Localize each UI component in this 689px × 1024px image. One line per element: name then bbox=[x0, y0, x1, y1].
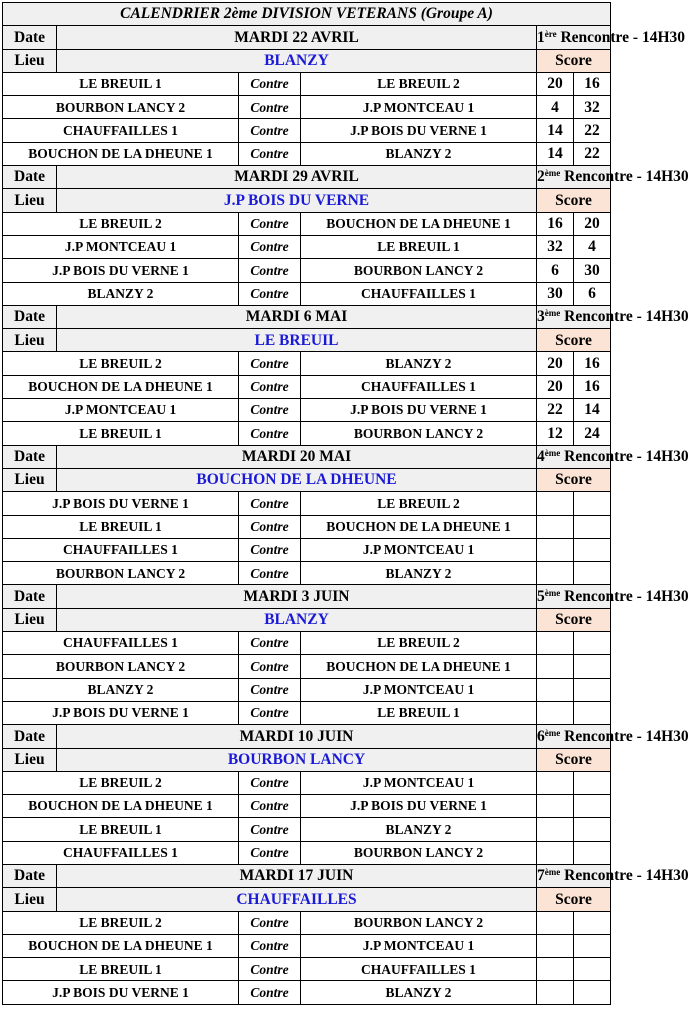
date-label: Date bbox=[3, 585, 57, 608]
date-label: Date bbox=[3, 26, 57, 49]
match-row bbox=[3, 282, 611, 305]
score-away bbox=[574, 771, 611, 794]
contre-label: Contre bbox=[239, 142, 301, 165]
score-home bbox=[537, 538, 574, 561]
round-ordinal-number: 5 bbox=[537, 587, 545, 605]
contre-label: Contre bbox=[239, 375, 301, 398]
round-venue: BOUCHON DE LA DHEUNE bbox=[57, 468, 537, 491]
round-venue-row bbox=[3, 748, 611, 771]
contre-label: Contre bbox=[239, 399, 301, 422]
away-team: BLANZY 2 bbox=[301, 981, 537, 1004]
score-home: 16 bbox=[537, 212, 574, 235]
lieu-label: Lieu bbox=[3, 468, 57, 491]
round-venue-row bbox=[3, 49, 611, 72]
contre-label: Contre bbox=[239, 235, 301, 258]
round-ordinal-number: 6 bbox=[537, 727, 545, 745]
lieu-label: Lieu bbox=[3, 888, 57, 911]
score-away bbox=[574, 538, 611, 561]
away-team: BLANZY 2 bbox=[301, 352, 537, 375]
lieu-label: Lieu bbox=[3, 748, 57, 771]
score-home: 12 bbox=[537, 422, 574, 445]
score-header: Score bbox=[537, 608, 611, 631]
score-home bbox=[537, 492, 574, 515]
contre-label: Contre bbox=[239, 818, 301, 841]
away-team: J.P MONTCEAU 1 bbox=[301, 538, 537, 561]
score-away bbox=[574, 981, 611, 1004]
away-team: LE BREUIL 1 bbox=[301, 701, 537, 724]
away-team: CHAUFFAILLES 1 bbox=[301, 375, 537, 398]
match-row bbox=[3, 119, 611, 142]
score-home bbox=[537, 515, 574, 538]
home-team: CHAUFFAILLES 1 bbox=[3, 538, 239, 561]
home-team: BLANZY 2 bbox=[3, 282, 239, 305]
home-team: LE BREUIL 2 bbox=[3, 212, 239, 235]
home-team: BOURBON LANCY 2 bbox=[3, 96, 239, 119]
score-away bbox=[574, 911, 611, 934]
round-venue: CHAUFFAILLES bbox=[57, 888, 537, 911]
score-away bbox=[574, 678, 611, 701]
away-team: BLANZY 2 bbox=[301, 818, 537, 841]
away-team: BLANZY 2 bbox=[301, 562, 537, 585]
score-away: 16 bbox=[574, 352, 611, 375]
date-label: Date bbox=[3, 166, 57, 189]
home-team: BOUCHON DE LA DHEUNE 1 bbox=[3, 375, 239, 398]
round-rencontre-label: Rencontre - 14H30 bbox=[560, 448, 689, 466]
round-ordinal-suffix: ème bbox=[544, 867, 561, 878]
score-away bbox=[574, 632, 611, 655]
score-away: 14 bbox=[574, 399, 611, 422]
match-row bbox=[3, 771, 611, 794]
score-away bbox=[574, 818, 611, 841]
score-home bbox=[537, 981, 574, 1004]
home-team: LE BREUIL 2 bbox=[3, 911, 239, 934]
away-team: BLANZY 2 bbox=[301, 142, 537, 165]
round-ordinal-number: 4 bbox=[537, 448, 545, 466]
round-number bbox=[537, 26, 686, 49]
date-label: Date bbox=[3, 864, 57, 887]
contre-label: Contre bbox=[239, 282, 301, 305]
round-ordinal-suffix: ème bbox=[544, 448, 561, 459]
match-row bbox=[3, 562, 611, 585]
calendar-body bbox=[3, 3, 689, 1005]
round-number bbox=[537, 445, 689, 468]
home-team: LE BREUIL 1 bbox=[3, 72, 239, 95]
away-team: CHAUFFAILLES 1 bbox=[301, 282, 537, 305]
match-row bbox=[3, 701, 611, 724]
away-team: BOURBON LANCY 2 bbox=[301, 259, 537, 282]
score-header: Score bbox=[537, 888, 611, 911]
round-venue-row bbox=[3, 608, 611, 631]
round-venue-row bbox=[3, 468, 611, 491]
contre-label: Contre bbox=[239, 795, 301, 818]
round-date-row bbox=[3, 305, 611, 328]
match-row bbox=[3, 212, 611, 235]
score-away: 6 bbox=[574, 282, 611, 305]
score-home bbox=[537, 632, 574, 655]
date-label: Date bbox=[3, 725, 57, 748]
round-date-row bbox=[3, 445, 611, 468]
match-row bbox=[3, 72, 611, 95]
away-team: LE BREUIL 1 bbox=[301, 235, 537, 258]
score-home bbox=[537, 678, 574, 701]
away-team: BOUCHON DE LA DHEUNE 1 bbox=[301, 515, 537, 538]
home-team: LE BREUIL 1 bbox=[3, 958, 239, 981]
score-away bbox=[574, 958, 611, 981]
score-home: 30 bbox=[537, 282, 574, 305]
round-ordinal-number: 3 bbox=[537, 308, 545, 326]
away-team: BOURBON LANCY 2 bbox=[301, 422, 537, 445]
round-date-row bbox=[3, 864, 611, 887]
date-label: Date bbox=[3, 305, 57, 328]
round-number bbox=[537, 166, 689, 189]
away-team: BOURBON LANCY 2 bbox=[301, 841, 537, 864]
score-home: 20 bbox=[537, 72, 574, 95]
round-date-row bbox=[3, 166, 611, 189]
score-away: 32 bbox=[574, 96, 611, 119]
home-team: BOUCHON DE LA DHEUNE 1 bbox=[3, 795, 239, 818]
contre-label: Contre bbox=[239, 701, 301, 724]
away-team: BOUCHON DE LA DHEUNE 1 bbox=[301, 655, 537, 678]
match-row bbox=[3, 399, 611, 422]
match-row bbox=[3, 422, 611, 445]
round-rencontre-label: Rencontre - 14H30 bbox=[560, 308, 689, 326]
match-row bbox=[3, 818, 611, 841]
home-team: J.P BOIS DU VERNE 1 bbox=[3, 981, 239, 1004]
round-rencontre-label: Rencontre - 14H30 bbox=[556, 28, 686, 46]
score-away: 22 bbox=[574, 142, 611, 165]
away-team: J.P BOIS DU VERNE 1 bbox=[301, 119, 537, 142]
score-home bbox=[537, 655, 574, 678]
contre-label: Contre bbox=[239, 212, 301, 235]
contre-label: Contre bbox=[239, 632, 301, 655]
contre-label: Contre bbox=[239, 655, 301, 678]
match-row bbox=[3, 492, 611, 515]
score-home: 14 bbox=[537, 119, 574, 142]
score-header: Score bbox=[537, 748, 611, 771]
round-date: MARDI 17 JUIN bbox=[57, 864, 537, 887]
home-team: BOURBON LANCY 2 bbox=[3, 562, 239, 585]
match-row bbox=[3, 958, 611, 981]
score-home bbox=[537, 701, 574, 724]
round-date: MARDI 10 JUIN bbox=[57, 725, 537, 748]
score-home: 20 bbox=[537, 352, 574, 375]
away-team: J.P BOIS DU VERNE 1 bbox=[301, 399, 537, 422]
home-team: CHAUFFAILLES 1 bbox=[3, 841, 239, 864]
contre-label: Contre bbox=[239, 352, 301, 375]
round-rencontre-label: Rencontre - 14H30 bbox=[560, 168, 689, 186]
contre-label: Contre bbox=[239, 981, 301, 1004]
round-venue: BLANZY bbox=[57, 608, 537, 631]
round-ordinal-suffix: ème bbox=[544, 168, 561, 179]
round-date: MARDI 29 AVRIL bbox=[57, 166, 537, 189]
home-team: CHAUFFAILLES 1 bbox=[3, 632, 239, 655]
away-team: LE BREUIL 2 bbox=[301, 492, 537, 515]
round-date-row bbox=[3, 585, 611, 608]
away-team: J.P MONTCEAU 1 bbox=[301, 934, 537, 957]
contre-label: Contre bbox=[239, 422, 301, 445]
away-team: J.P BOIS DU VERNE 1 bbox=[301, 795, 537, 818]
score-away bbox=[574, 701, 611, 724]
contre-label: Contre bbox=[239, 538, 301, 561]
contre-label: Contre bbox=[239, 562, 301, 585]
score-away: 22 bbox=[574, 119, 611, 142]
home-team: J.P BOIS DU VERNE 1 bbox=[3, 259, 239, 282]
score-home bbox=[537, 818, 574, 841]
contre-label: Contre bbox=[239, 771, 301, 794]
match-row bbox=[3, 934, 611, 957]
score-home bbox=[537, 958, 574, 981]
contre-label: Contre bbox=[239, 958, 301, 981]
round-venue: BLANZY bbox=[57, 49, 537, 72]
lieu-label: Lieu bbox=[3, 329, 57, 352]
contre-label: Contre bbox=[239, 934, 301, 957]
home-team: BLANZY 2 bbox=[3, 678, 239, 701]
score-home: 20 bbox=[537, 375, 574, 398]
score-away bbox=[574, 515, 611, 538]
round-venue-row bbox=[3, 189, 611, 212]
home-team: LE BREUIL 1 bbox=[3, 515, 239, 538]
contre-label: Contre bbox=[239, 841, 301, 864]
score-header: Score bbox=[537, 468, 611, 491]
round-number bbox=[537, 585, 689, 608]
round-ordinal-number: 1 bbox=[537, 28, 545, 46]
round-venue: BOURBON LANCY bbox=[57, 748, 537, 771]
round-venue-row bbox=[3, 888, 611, 911]
score-away bbox=[574, 492, 611, 515]
contre-label: Contre bbox=[239, 678, 301, 701]
round-date: MARDI 20 MAI bbox=[57, 445, 537, 468]
match-row bbox=[3, 142, 611, 165]
round-date-row bbox=[3, 725, 611, 748]
score-away: 24 bbox=[574, 422, 611, 445]
round-number bbox=[537, 725, 689, 748]
lieu-label: Lieu bbox=[3, 189, 57, 212]
match-row bbox=[3, 515, 611, 538]
round-number bbox=[537, 864, 689, 887]
match-row bbox=[3, 96, 611, 119]
home-team: J.P MONTCEAU 1 bbox=[3, 235, 239, 258]
contre-label: Contre bbox=[239, 911, 301, 934]
away-team: J.P MONTCEAU 1 bbox=[301, 771, 537, 794]
score-home bbox=[537, 841, 574, 864]
round-rencontre-label: Rencontre - 14H30 bbox=[560, 727, 689, 745]
round-rencontre-label: Rencontre - 14H30 bbox=[560, 587, 689, 605]
match-row bbox=[3, 259, 611, 282]
home-team: BOURBON LANCY 2 bbox=[3, 655, 239, 678]
score-away: 16 bbox=[574, 375, 611, 398]
lieu-label: Lieu bbox=[3, 49, 57, 72]
round-ordinal-suffix: ère bbox=[544, 28, 557, 39]
away-team: CHAUFFAILLES 1 bbox=[301, 958, 537, 981]
round-venue: LE BREUIL bbox=[57, 329, 537, 352]
score-header: Score bbox=[537, 329, 611, 352]
match-row bbox=[3, 352, 611, 375]
score-header: Score bbox=[537, 189, 611, 212]
contre-label: Contre bbox=[239, 96, 301, 119]
calendar-table bbox=[2, 2, 689, 1005]
match-row bbox=[3, 538, 611, 561]
round-date: MARDI 3 JUIN bbox=[57, 585, 537, 608]
home-team: LE BREUIL 2 bbox=[3, 771, 239, 794]
round-rencontre-label: Rencontre - 14H30 bbox=[560, 867, 689, 885]
match-row bbox=[3, 632, 611, 655]
contre-label: Contre bbox=[239, 515, 301, 538]
score-away: 16 bbox=[574, 72, 611, 95]
away-team: BOURBON LANCY 2 bbox=[301, 911, 537, 934]
round-date: MARDI 6 MAI bbox=[57, 305, 537, 328]
round-ordinal-suffix: ème bbox=[544, 587, 561, 598]
score-home bbox=[537, 911, 574, 934]
score-away: 30 bbox=[574, 259, 611, 282]
score-away bbox=[574, 934, 611, 957]
score-home: 4 bbox=[537, 96, 574, 119]
page-title: CALENDRIER 2ème DIVISION VETERANS (Groupe A) bbox=[3, 3, 611, 26]
home-team: BOUCHON DE LA DHEUNE 1 bbox=[3, 142, 239, 165]
title-row bbox=[3, 3, 611, 26]
home-team: LE BREUIL 1 bbox=[3, 818, 239, 841]
round-ordinal-suffix: ème bbox=[544, 308, 561, 319]
contre-label: Contre bbox=[239, 259, 301, 282]
match-row bbox=[3, 795, 611, 818]
score-home bbox=[537, 562, 574, 585]
home-team: BOUCHON DE LA DHEUNE 1 bbox=[3, 934, 239, 957]
home-team: J.P BOIS DU VERNE 1 bbox=[3, 492, 239, 515]
away-team: BOUCHON DE LA DHEUNE 1 bbox=[301, 212, 537, 235]
match-row bbox=[3, 841, 611, 864]
score-away bbox=[574, 655, 611, 678]
round-number bbox=[537, 305, 689, 328]
home-team: LE BREUIL 2 bbox=[3, 352, 239, 375]
match-row bbox=[3, 981, 611, 1004]
away-team: J.P MONTCEAU 1 bbox=[301, 678, 537, 701]
lieu-label: Lieu bbox=[3, 608, 57, 631]
round-ordinal-number: 7 bbox=[537, 867, 545, 885]
home-team: J.P MONTCEAU 1 bbox=[3, 399, 239, 422]
score-home bbox=[537, 795, 574, 818]
round-date: MARDI 22 AVRIL bbox=[57, 26, 537, 49]
away-team: J.P MONTCEAU 1 bbox=[301, 96, 537, 119]
score-away: 20 bbox=[574, 212, 611, 235]
score-home: 14 bbox=[537, 142, 574, 165]
match-row bbox=[3, 655, 611, 678]
match-row bbox=[3, 911, 611, 934]
contre-label: Contre bbox=[239, 492, 301, 515]
round-venue-row bbox=[3, 329, 611, 352]
score-away: 4 bbox=[574, 235, 611, 258]
away-team: LE BREUIL 2 bbox=[301, 72, 537, 95]
contre-label: Contre bbox=[239, 72, 301, 95]
round-ordinal-number: 2 bbox=[537, 168, 545, 186]
home-team: CHAUFFAILLES 1 bbox=[3, 119, 239, 142]
score-away bbox=[574, 795, 611, 818]
home-team: LE BREUIL 1 bbox=[3, 422, 239, 445]
match-row bbox=[3, 678, 611, 701]
round-date-row bbox=[3, 26, 611, 49]
home-team: J.P BOIS DU VERNE 1 bbox=[3, 701, 239, 724]
match-row bbox=[3, 235, 611, 258]
score-home bbox=[537, 771, 574, 794]
score-away bbox=[574, 562, 611, 585]
match-row bbox=[3, 375, 611, 398]
round-venue: J.P BOIS DU VERNE bbox=[57, 189, 537, 212]
score-home bbox=[537, 934, 574, 957]
away-team: LE BREUIL 2 bbox=[301, 632, 537, 655]
score-away bbox=[574, 841, 611, 864]
score-header: Score bbox=[537, 49, 611, 72]
round-ordinal-suffix: ème bbox=[544, 727, 561, 738]
score-home: 22 bbox=[537, 399, 574, 422]
score-home: 32 bbox=[537, 235, 574, 258]
score-home: 6 bbox=[537, 259, 574, 282]
contre-label: Contre bbox=[239, 119, 301, 142]
date-label: Date bbox=[3, 445, 57, 468]
